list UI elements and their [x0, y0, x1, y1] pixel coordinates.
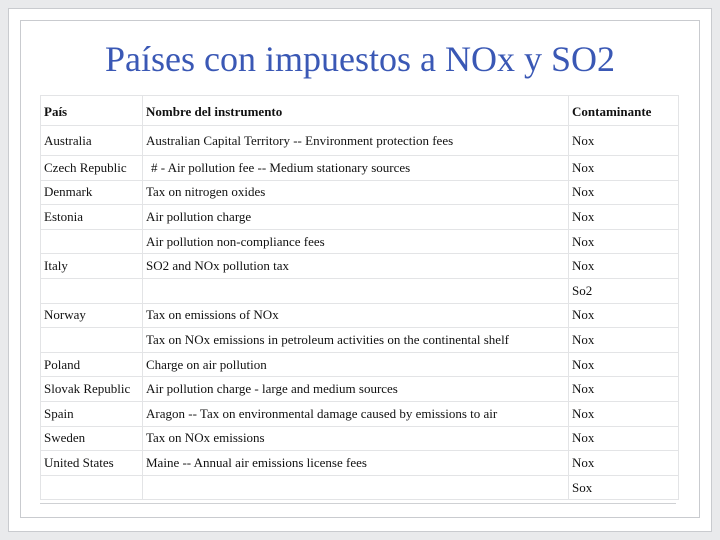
cell-instrument: SO2 and NOx pollution tax — [143, 254, 569, 279]
cell-country: Spain — [41, 401, 143, 426]
header-instrument: Nombre del instrumento — [143, 96, 569, 126]
table-row — [41, 328, 679, 353]
table-row — [41, 426, 679, 451]
cell-pollutant: Nox — [569, 254, 679, 279]
cell-instrument — [143, 475, 569, 500]
cell-pollutant: Nox — [569, 401, 679, 426]
cell-instrument: # - Air pollution fee -- Medium stationary sources — [143, 156, 569, 181]
table-row — [41, 303, 679, 328]
cell-country: United States — [41, 451, 143, 476]
table-row — [41, 451, 679, 476]
header-country: País — [41, 96, 143, 126]
table-row — [41, 229, 679, 254]
table-header-row — [41, 96, 679, 126]
cell-country: Denmark — [41, 180, 143, 205]
cell-country — [41, 278, 143, 303]
cell-pollutant: Nox — [569, 126, 679, 156]
table-row — [41, 377, 679, 402]
cell-country: Norway — [41, 303, 143, 328]
cell-country: Czech Republic — [41, 156, 143, 181]
cell-pollutant: Nox — [569, 352, 679, 377]
table-row — [41, 205, 679, 230]
table-row — [41, 254, 679, 279]
table-row — [41, 278, 679, 303]
cell-pollutant: Nox — [569, 303, 679, 328]
cell-pollutant: Nox — [569, 426, 679, 451]
cell-pollutant: Sox — [569, 475, 679, 500]
cell-instrument: Tax on nitrogen oxides — [143, 180, 569, 205]
table-row — [41, 180, 679, 205]
table-row — [41, 352, 679, 377]
cell-country — [41, 475, 143, 500]
table-row — [41, 475, 679, 500]
cell-country: Australia — [41, 126, 143, 156]
cell-instrument — [143, 278, 569, 303]
cell-pollutant: So2 — [569, 278, 679, 303]
cell-country — [41, 328, 143, 353]
cell-instrument: Aragon -- Tax on environmental damage caused by emissions to air — [143, 401, 569, 426]
tax-table — [40, 95, 679, 500]
cell-country: Poland — [41, 352, 143, 377]
cell-country: Estonia — [41, 205, 143, 230]
cell-instrument: Air pollution charge - large and medium sources — [143, 377, 569, 402]
cell-pollutant: Nox — [569, 229, 679, 254]
cell-instrument: Tax on emissions of NOx — [143, 303, 569, 328]
table-row — [41, 126, 679, 156]
cell-pollutant: Nox — [569, 180, 679, 205]
cell-country: Italy — [41, 254, 143, 279]
cell-pollutant: Nox — [569, 156, 679, 181]
table-row — [41, 156, 679, 181]
cell-country: Slovak Republic — [41, 377, 143, 402]
cell-country — [41, 229, 143, 254]
slide-title: Países con impuestos a NOx y SO2 — [105, 39, 615, 79]
cell-pollutant: Nox — [569, 451, 679, 476]
cell-instrument: Australian Capital Territory -- Environment protection fees — [143, 126, 569, 156]
cell-pollutant: Nox — [569, 205, 679, 230]
cell-instrument: Maine -- Annual air emissions license fees — [143, 451, 569, 476]
cell-instrument: Tax on NOx emissions in petroleum activities on the continental shelf — [143, 328, 569, 353]
cell-instrument: Air pollution charge — [143, 205, 569, 230]
cell-instrument: Air pollution non-compliance fees — [143, 229, 569, 254]
table-bottom-rule — [40, 503, 676, 504]
header-pollutant: Contaminante — [569, 96, 679, 126]
cell-pollutant: Nox — [569, 377, 679, 402]
table-row — [41, 401, 679, 426]
cell-country: Sweden — [41, 426, 143, 451]
cell-pollutant: Nox — [569, 328, 679, 353]
cell-instrument: Tax on NOx emissions — [143, 426, 569, 451]
cell-instrument: Charge on air pollution — [143, 352, 569, 377]
